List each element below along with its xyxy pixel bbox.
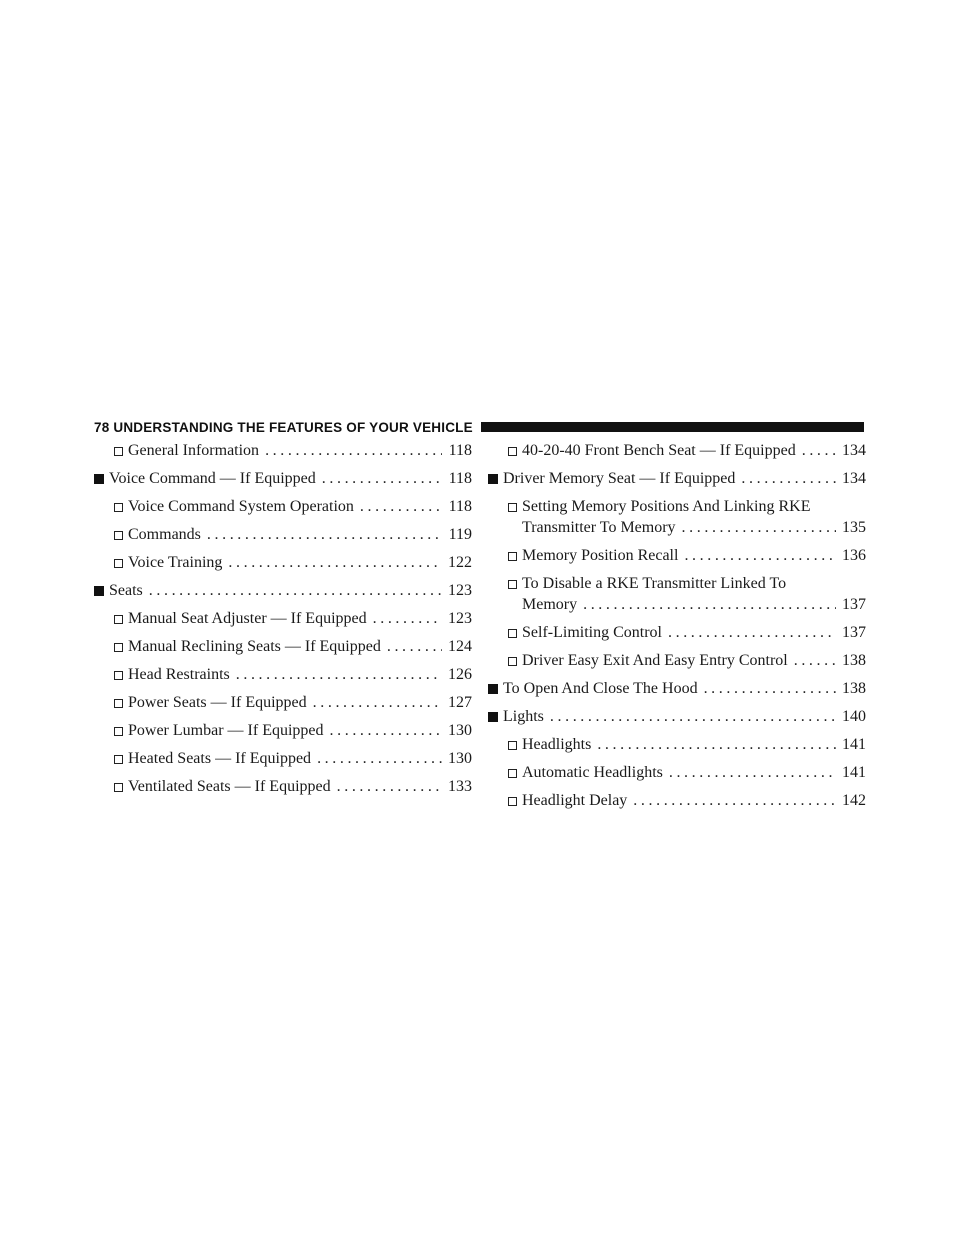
dot-leader <box>668 622 836 643</box>
toc-left-column <box>94 440 472 804</box>
entry-title: Manual Seat Adjuster — If Equipped <box>128 610 367 627</box>
page-ref: 130 <box>448 722 472 739</box>
toc-right-column <box>488 440 866 818</box>
page-ref: 119 <box>448 526 472 543</box>
page-ref: 118 <box>448 470 472 487</box>
entry-title: Headlights <box>522 736 592 753</box>
toc-subsection-entry[interactable] <box>94 776 472 797</box>
page-ref: 123 <box>448 610 472 627</box>
toc-subsection-entry[interactable] <box>488 762 866 783</box>
page-ref: 141 <box>842 764 866 781</box>
hollow-square-bullet-icon <box>508 629 517 638</box>
dot-leader <box>207 524 442 545</box>
hollow-square-bullet-icon <box>114 559 123 568</box>
toc-subsection-entry[interactable] <box>94 496 472 517</box>
page-ref: 136 <box>842 547 866 564</box>
dot-leader <box>322 468 442 489</box>
page-ref: 122 <box>448 554 472 571</box>
hollow-square-bullet-icon <box>508 552 517 561</box>
dot-leader <box>550 706 836 727</box>
toc-section-entry[interactable] <box>94 580 472 601</box>
dot-leader <box>741 468 836 489</box>
toc-subsection-entry[interactable] <box>94 636 472 657</box>
toc-subsection-entry[interactable] <box>94 524 472 545</box>
toc-subsection-entry[interactable] <box>488 622 866 643</box>
entry-title-line2: Memory <box>522 596 578 613</box>
entry-title: Voice Training <box>128 554 223 571</box>
hollow-square-bullet-icon <box>114 643 123 652</box>
page-ref: 140 <box>842 708 866 725</box>
hollow-square-bullet-icon <box>508 447 517 456</box>
entry-title: Head Restraints <box>128 666 230 683</box>
dot-leader <box>360 496 442 517</box>
entry-title: Automatic Headlights <box>522 764 663 781</box>
toc-section-entry[interactable] <box>488 468 866 489</box>
entry-title-line1: To Disable a RKE Transmitter Linked To <box>522 575 787 592</box>
toc-subsection-entry[interactable] <box>94 608 472 629</box>
dot-leader <box>337 776 442 797</box>
hollow-square-bullet-icon <box>114 615 123 624</box>
toc-subsection-entry[interactable] <box>488 734 866 755</box>
toc-subsection-entry[interactable] <box>488 496 866 538</box>
toc-subsection-entry[interactable] <box>488 573 866 615</box>
dot-leader <box>265 440 442 461</box>
entry-title: 40-20-40 Front Bench Seat — If Equipped <box>522 442 796 459</box>
dot-leader <box>236 664 442 685</box>
entry-title: Self-Limiting Control <box>522 624 662 641</box>
entry-title: Manual Reclining Seats — If Equipped <box>128 638 381 655</box>
hollow-square-bullet-icon <box>508 580 517 589</box>
dot-leader <box>387 636 442 657</box>
toc-section-entry[interactable] <box>488 678 866 699</box>
toc-section-entry[interactable] <box>94 468 472 489</box>
page-header <box>94 417 864 437</box>
hollow-square-bullet-icon <box>508 657 517 666</box>
toc-subsection-entry[interactable] <box>94 664 472 685</box>
entry-title: Seats <box>109 582 143 599</box>
page-ref: 135 <box>842 519 866 536</box>
entry-title: Power Lumbar — If Equipped <box>128 722 324 739</box>
dot-leader <box>597 734 836 755</box>
toc-subsection-entry[interactable] <box>488 790 866 811</box>
page-ref: 138 <box>842 680 866 697</box>
dot-leader <box>684 545 836 566</box>
entry-title: To Open And Close The Hood <box>503 680 698 697</box>
page-ref: 126 <box>448 666 472 683</box>
dot-leader <box>149 580 442 601</box>
page-ref: 127 <box>448 694 472 711</box>
hollow-square-bullet-icon <box>114 531 123 540</box>
dot-leader <box>373 608 442 629</box>
page-ref: 124 <box>448 638 472 655</box>
entry-title: Voice Command System Operation <box>128 498 354 515</box>
header-rule <box>481 422 864 432</box>
entry-title: Driver Easy Exit And Easy Entry Control <box>522 652 788 669</box>
filled-square-bullet-icon <box>488 474 498 484</box>
page-number: 78 <box>94 419 110 435</box>
toc-subsection-entry[interactable] <box>94 720 472 741</box>
dot-leader <box>317 748 442 769</box>
hollow-square-bullet-icon <box>114 447 123 456</box>
entry-title: Driver Memory Seat — If Equipped <box>503 470 736 487</box>
hollow-square-bullet-icon <box>114 699 123 708</box>
header-text <box>94 420 481 435</box>
toc-subsection-entry[interactable] <box>94 552 472 573</box>
entry-title: Headlight Delay <box>522 792 628 809</box>
page-ref: 133 <box>448 778 472 795</box>
entry-title-line1: Setting Memory Positions And Linking RKE <box>522 498 811 515</box>
entry-title: General Information <box>128 442 260 459</box>
page-ref: 137 <box>842 624 866 641</box>
hollow-square-bullet-icon <box>114 783 123 792</box>
hollow-square-bullet-icon <box>508 797 517 806</box>
filled-square-bullet-icon <box>94 474 104 484</box>
page-ref: 118 <box>448 498 472 515</box>
hollow-square-bullet-icon <box>114 755 123 764</box>
toc-subsection-entry[interactable] <box>488 545 866 566</box>
entry-title: Lights <box>503 708 544 725</box>
page-ref: 130 <box>448 750 472 767</box>
hollow-square-bullet-icon <box>508 503 517 512</box>
filled-square-bullet-icon <box>488 712 498 722</box>
toc-subsection-entry[interactable] <box>488 650 866 671</box>
entry-title: Commands <box>128 526 201 543</box>
toc-section-entry[interactable] <box>488 706 866 727</box>
hollow-square-bullet-icon <box>114 727 123 736</box>
section-title: UNDERSTANDING THE FEATURES OF YOUR VEHICLE <box>113 419 473 435</box>
toc-subsection-entry[interactable] <box>94 748 472 769</box>
page-ref: 137 <box>842 596 866 613</box>
entry-title: Power Seats — If Equipped <box>128 694 307 711</box>
dot-leader <box>228 552 442 573</box>
dot-leader <box>669 762 836 783</box>
entry-title: Voice Command — If Equipped <box>109 470 316 487</box>
dot-leader <box>313 692 442 713</box>
page-ref: 134 <box>842 442 866 459</box>
entry-title: Ventilated Seats — If Equipped <box>128 778 331 795</box>
toc-subsection-entry[interactable] <box>94 440 472 461</box>
dot-leader <box>633 790 836 811</box>
hollow-square-bullet-icon <box>114 671 123 680</box>
filled-square-bullet-icon <box>94 586 104 596</box>
entry-title: Memory Position Recall <box>522 547 679 564</box>
dot-leader <box>682 517 836 538</box>
entry-title: Heated Seats — If Equipped <box>128 750 312 767</box>
page-ref: 138 <box>842 652 866 669</box>
dot-leader <box>330 720 442 741</box>
filled-square-bullet-icon <box>488 684 498 694</box>
page-ref: 134 <box>842 470 866 487</box>
entry-title-line2: Transmitter To Memory <box>522 519 676 536</box>
dot-leader <box>794 650 836 671</box>
toc-subsection-entry[interactable] <box>488 440 866 461</box>
page-ref: 118 <box>448 442 472 459</box>
hollow-square-bullet-icon <box>508 741 517 750</box>
page-ref: 141 <box>842 736 866 753</box>
dot-leader <box>704 678 836 699</box>
page-ref: 142 <box>842 792 866 809</box>
dot-leader <box>583 594 836 615</box>
hollow-square-bullet-icon <box>114 503 123 512</box>
hollow-square-bullet-icon <box>508 769 517 778</box>
page-ref: 123 <box>448 582 472 599</box>
toc-subsection-entry[interactable] <box>94 692 472 713</box>
dot-leader <box>802 440 836 461</box>
